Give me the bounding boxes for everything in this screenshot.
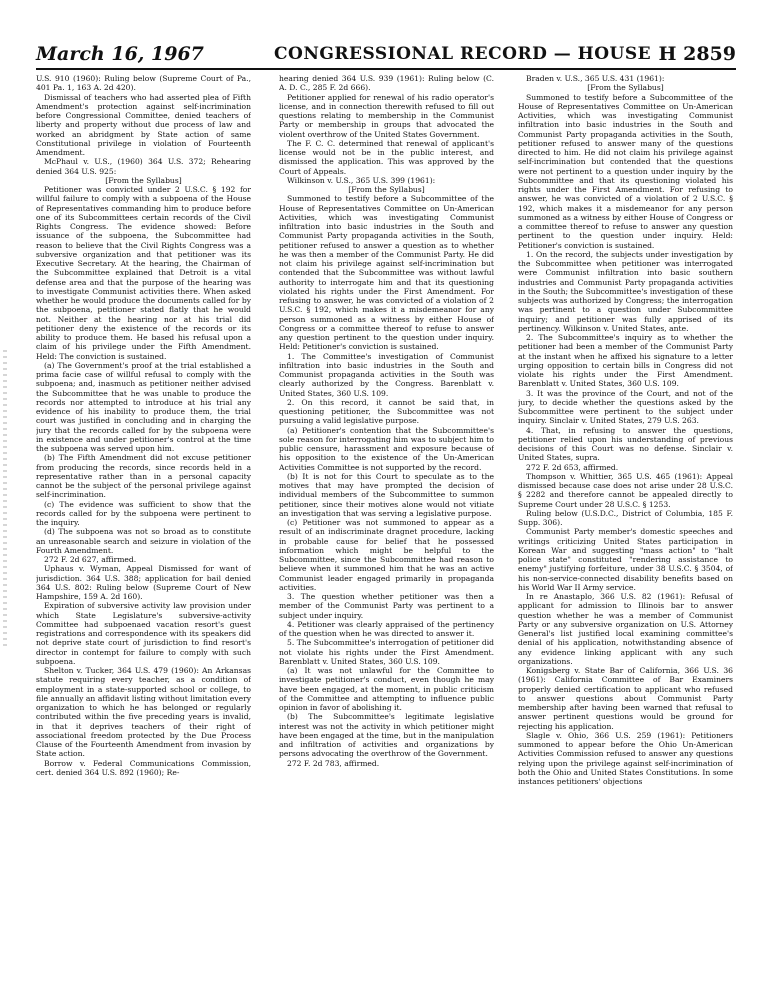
paragraph: (a) It was not unlawful for the Committee to investigate petitioner's conduct, even though he may have been engaged, at the moment, in public criticism of the Committee and attempting to influence public opinion in favor of abolishing it. — [279, 666, 494, 712]
paragraph: U.S. 910 (1960): Ruling below (Supreme Court of Pa., 401 Pa. 1, 163 A. 2d 420). — [36, 74, 251, 93]
paragraph: Expiration of subversive activity law provision under which State Legislature's subversive-activity Committee had subpoenaed vacation resort's guest registrations and correspondence with its speakers did not deprive state court of jurisdiction to find resort's director in contempt for failure to comply with such subpoena. — [36, 601, 251, 666]
case-citation: Konigsberg v. State Bar of California, 366 U.S. 36 (1961): California Committee of Bar Examiners properly denied certification to applicant who refused to answer questions about Communist Party membership after having been warned that refusal to answer pertinent questions would be ground for rejecting his application. — [518, 666, 733, 731]
paragraph: 272 F. 2d 783, affirmed. — [287, 758, 380, 768]
header-title: CONGRESSIONAL RECORD — HOUSE — [274, 44, 652, 64]
case-citation: Slagle v. Ohio, 366 U.S. 259 (1961): Petitioners summoned to appear before the Ohio Un-American Activities Commission refused to answer any questions relying upon the privilege against self-incrimination of both the Ohio and United States Constitutions. In some instances petitioners' objections — [518, 730, 733, 786]
paragraph: (b) The Fifth Amendment did not excuse petitioner from producing the records, since records held in a representative rather than in a personal capacity cannot be the subject of the personal privilege against self-incrimination. — [36, 453, 251, 500]
paragraph: (b) It is not for this Court to speculate as to the motives that may have prompted the decision of individual members of the Subcommittee to summon petitioner, since their motives alone would not vitiate an investigation that was serving a legislative purpose. — [279, 471, 494, 518]
paragraph: Summoned to testify before a Subcommittee of the House of Representatives Committee on Un-American Activities, which was investigating Communist infiltration into basic industries in the South and Communist Party propaganda activities in the South, petitioner refused to answer a question as to whether he was then a member of the Communist Party. He did not claim his privilege against self-incrimination but contended that the Subcommittee was without lawful authority to interrogate him and that its questioning violated his rights under the First Amendment. For refusing to answer, he was convicted of a violation of 2 U.S.C. § 192, which makes it a misdemeanor for any person summoned as a witness by either House of Congress or a committee thereof to refuse to answer any question pertinent to the question under inquiry. Held: Petitioner's conviction is sustained. — [279, 194, 494, 352]
page-header — [36, 43, 736, 69]
paragraph: 3. The question whether petitioner was then a member of the Communist Party was pertinent to a subject under inquiry. — [279, 592, 494, 620]
paragraph: 1. The Committee's investigation of Communist infiltration into basic industries in the South and Communist propaganda activities in the South was clearly authorized by the Congress. Barenblatt v. United States, 360 U.S. 109. — [279, 351, 494, 398]
paragraph: The F. C. C. determined that renewal of applicant's license would not be in the public interest, and dismissed the application. This was approved by the Court of Appeals. — [279, 138, 494, 176]
case-citation: Borrow v. Federal Communications Commission, cert. denied 364 U.S. 892 (1960); Re- — [36, 758, 251, 777]
syllabus-heading: [From the Syllabus] — [105, 175, 182, 185]
header-date: March 16, 1967 — [36, 43, 204, 65]
syllabus-heading: [From the Syllabus] — [587, 83, 664, 93]
paragraph: Summoned to testify before a Subcommittee of the House of Representatives Committee on Un-American Activities, which was investigating Communist infiltration into basic industries in the South and Communist Party propaganda activities in the South, petitioner refused to answer many of the questions directed to him. He did not claim his privilege against self-incrimination but contended that the questions were not pertinent to a question under inquiry by the Subcommittee and that its questioning violated his rights under the First Amendment. For refusing to answer, he was convicted of a violation of 2 U.S.C. § 192, which makes it a misdemeanor for any person summoned as a witness by either House of Congress or a committee thereof to refuse to answer any question pertinent to the question under inquiry. Held: Petitioner's conviction is sustained. — [518, 92, 733, 250]
paragraph: (b) The Subcommittee's legitimate legislative interest was not the activity in which petitioner might have been engaged at the time, but in the manipulation and infiltration of activities and organizations by persons advocating the overthrow of the Government. — [279, 712, 494, 759]
paragraph: 272 F. 2d 653, affirmed. — [526, 462, 619, 472]
paragraph: Ruling below (U.S.D.C., District of Columbia, 185 F. Supp. 306). — [518, 508, 733, 527]
paragraph: Petitioner applied for renewal of his radio operator's license, and in connection therewith refused to fill out questions relating to membership in the Communist Party or membership in groups that advocated the violent overthrow of the United States Government. — [279, 92, 494, 139]
case-citation: McPhaul v. U.S., (1960) 364 U.S. 372; Rehearing denied 364 U.S. 925: — [36, 157, 251, 176]
case-citation: Thompson v. Whittier, 365 U.S. 465 (1961): Appeal dismissed because case does not arise under 28 U.S.C. § 2282 and therefore cannot be appealed directly to Supreme Court under 28 U.S.C. § 1253. — [518, 471, 733, 509]
paragraph: 4. That, in refusing to answer the questions, petitioner relied upon his understanding of previous decisions of this Court was no defense. Sinclair v. United States, supra. — [518, 425, 733, 463]
column-1 — [36, 74, 251, 979]
paragraph: Petitioner was convicted under 2 U.S.C. § 192 for willful failure to comply with a subpoena of the House of Representatives commanding him to produce before one of its Subcommittees certain records of the Civil Rights Congress. The evidence showed: Before issuance of the subpoena, the Subcommittee had reason to believe that the Civil Rights Congress was a subversive organization and that petitioner was its Executive Secretary. At the hearing, the Chairman of the Subcommittee explained that Detroit is a vital defense area and that the purpose of the hearing was to investigate Communist activities there. When asked whether he would produce the documents called for by the subpoena, petitioner stated flatly that he would not. Neither at the hearing nor at his trial did petitioner deny the existence of the records or its ability to produce them. He based his refusal upon a claim of his privilege under the Fifth Amendment. Held: The conviction is sustained. — [36, 185, 251, 361]
paragraph: Communist Party member's domestic speeches and writings criticizing United States participation in Korean War and suggesting "mass action" to "halt police state" constituted "rendering assistance to enemy" justifying forfeiture, under 38 U.S.C. § 3504, of his non-service-connected disability benefits based on his World War II Army service. — [518, 527, 733, 592]
column-2 — [279, 74, 494, 979]
paragraph: 1. On the record, the subjects under investigation by the Subcommittee when petitioner was interrogated were Communist infiltration into basic southern industries and Communist Party propaganda activities in the South; the Subcommittee's investigation of these subjects was authorized by Congress; the interrogation was pertinent to a question under Subcommittee inquiry; and petitioner was fully apprised of its pertinency. Wilkinson v. United States, ante. — [518, 249, 733, 333]
paragraph: (c) The evidence was sufficient to show that the records called for by the subpoena were pertinent to the inquiry. — [36, 499, 251, 527]
syllabus-heading: [From the Syllabus] — [348, 185, 425, 194]
header-page-number: H 2859 — [658, 43, 736, 65]
column-3 — [518, 74, 733, 979]
paragraph: (a) The Government's proof at the trial established a prima facie case of willful refusal to comply with the subpoena; and, inasmuch as petitioner neither advised the Subcommittee that he was unable to produce the records nor attempted to introduce at his trial any evidence of his inability to produce them, the trial court was justified in concluding and in charging the jury that the records called for by the subpoena were in existence and under petitioner's control at the time the subpoena was served upon him. — [36, 360, 251, 453]
paragraph: 5. The Subcommittee's interrogation of petitioner did not violate his rights under the First Amendment. Barenblatt v. United States, 360 U.S. 109. — [279, 638, 494, 666]
case-citation: Wilkinson v. U.S., 365 U.S. 399 (1961): — [287, 175, 436, 185]
paragraph: hearing denied 364 U.S. 939 (1961): Ruling below (C. A. D. C., 285 F. 2d 666). — [279, 74, 494, 93]
paragraph: (c) Petitioner was not summoned to appear as a result of an indiscriminate dragnet procedure, lacking in probable cause for belief that he possessed information which might be helpful to the Subcommittee, since the Subcommittee had reason to believe when it summoned him that he was an active Communist leader engaged primarily in propaganda activities. — [279, 518, 494, 592]
scan-edge — [3, 350, 7, 650]
paragraph: 4. Petitioner was clearly appraised of the pertinency of the question when he was directed to answer it. — [279, 619, 494, 638]
paragraph: (a) Petitioner's contention that the Subcommittee's sole reason for interrogating him was to subject him to public censure, harassment and exposure because of his opposition to the existence of the Un-American Activities Committee is not supported by the record. — [279, 425, 494, 472]
paragraph: 2. The Subcommittee's inquiry as to whether the petitioner had been a member of the Communist Party at the instant when he affixed his signature to a letter urging opposition to certain bills in Congress did not violate his rights under the First Amendment. Barenblatt v. United States, 360 U.S. 109. — [518, 333, 733, 389]
case-citation: Shelton v. Tucker, 364 U.S. 479 (1960): An Arkansas statute requiring every teacher, as a condition of employment in a state-supported school or college, to file annually an affidavit listing without limitation every organization to which he has belonged or regularly contributed within the five preceding years is invalid, in that it deprives teachers of their right of associational freedom protected by the Due Process Clause of the Fourteenth Amendment from invasion by State action. — [36, 666, 251, 759]
header-rule — [36, 68, 736, 70]
paragraph: (d) The subpoena was not so broad as to constitute an unreasonable search and seizure in violation of the Fourth Amendment. — [36, 527, 251, 555]
paragraph: Dismissal of teachers who had asserted plea of Fifth Amendment's protection against self-incrimination before Congressional Committee, denied teachers of liberty and property without due process of law and worked an abridgment by State action of same Constitutional privilege in violation of Fourteenth Amendment. — [36, 92, 251, 157]
paragraph: 2. On this record, it cannot be said that, in questioning petitioner, the Subcommittee was not pursuing a valid legislative purpose. — [279, 397, 494, 426]
case-citation: Uphaus v. Wyman, Appeal Dismissed for want of jurisdiction. 364 U.S. 388; application for bail denied 364 U.S. 802: Ruling below (Supreme Court of New Hampshire, 159 A. 2d 160). — [36, 564, 251, 601]
paragraph: 272 F. 2d 627, affirmed. — [44, 555, 137, 564]
paragraph: 3. It was the province of the Court, and not of the jury, to decide whether the questions asked by the Subcommittee were pertinent to the subject under inquiry. Sinclair v. United States, 279 U.S. 263. — [518, 388, 733, 426]
case-citation: In re Anastaplo, 366 U.S. 82 (1961): Refusal of applicant for admission to Illinois bar to answer question whether he was a member of Communist Party or any subversive organization on U.S. Attorney General's list justified local examining committee's denial of his application, notwithstanding absence of any evidence linking applicant with any such organizations. — [518, 592, 733, 666]
case-citation: Braden v. U.S., 365 U.S. 431 (1961): — [526, 74, 665, 83]
